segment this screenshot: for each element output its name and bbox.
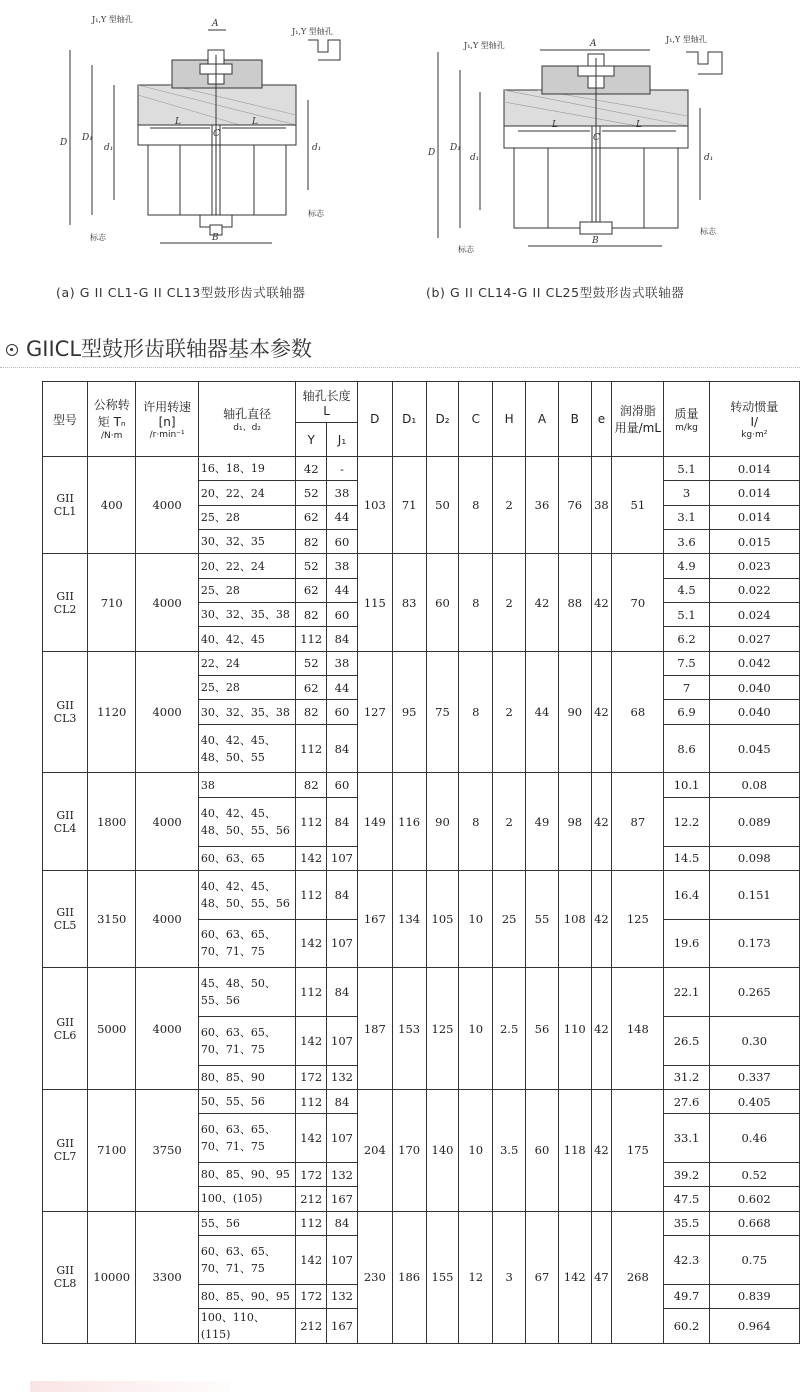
diameter-cell: 38 [198, 773, 295, 797]
mass-cell: 39.2 [664, 1162, 709, 1186]
B-cell: 142 [558, 1211, 591, 1343]
j1-length-cell: 84 [327, 797, 358, 846]
y-length-cell: 142 [296, 919, 327, 968]
y-length-cell: 112 [296, 627, 327, 651]
mark-label-left: 标志 [90, 233, 106, 242]
figure-caption-left: (a) G II CL1-G II CL13型鼓形齿式联轴器 [56, 285, 306, 300]
j1-length-cell: 132 [327, 1284, 358, 1308]
inertia-cell: 0.46 [709, 1114, 799, 1163]
y-length-cell: 82 [296, 603, 327, 627]
j1-length-cell: 107 [327, 1016, 358, 1065]
D2-cell: 125 [426, 968, 459, 1090]
torque-cell: 1800 [88, 773, 136, 870]
y-length-cell: 82 [296, 773, 327, 797]
table-row [43, 773, 800, 797]
j1-length-cell: 107 [327, 919, 358, 968]
inertia-cell: 0.042 [709, 651, 799, 675]
dim-label-d1-left: d₁ [104, 143, 114, 153]
torque-cell: 10000 [88, 1211, 136, 1343]
table-row [43, 1089, 800, 1113]
mass-cell: 8.6 [664, 724, 709, 773]
A-cell: 67 [526, 1211, 559, 1343]
diameter-cell: 25、28 [198, 578, 295, 602]
H-cell: 2 [493, 457, 526, 554]
diameter-cell: 60、63、65、70、71、75 [198, 1016, 295, 1065]
B-cell: 110 [558, 968, 591, 1090]
j1-length-cell: 44 [327, 578, 358, 602]
B-cell: 90 [558, 651, 591, 773]
B-cell: 108 [558, 870, 591, 967]
speed-cell: 4000 [136, 773, 199, 870]
D2-cell: 60 [426, 554, 459, 651]
header-D2: D₂ [426, 382, 459, 457]
y-length-cell: 212 [296, 1309, 327, 1344]
j1-length-cell: 107 [327, 1236, 358, 1285]
grease-cell: 175 [612, 1089, 664, 1211]
grease-cell: 125 [612, 870, 664, 967]
diameter-cell: 30、32、35、38 [198, 603, 295, 627]
header-torque: 公称转 矩 Tₙ /N·m [88, 382, 136, 457]
inertia-cell: 0.024 [709, 603, 799, 627]
mass-cell: 12.2 [664, 797, 709, 846]
diameter-cell: 80、85、90、95 [198, 1162, 295, 1186]
table-row [43, 651, 800, 675]
D1-cell: 83 [392, 554, 426, 651]
y-length-cell: 52 [296, 481, 327, 505]
y-length-cell: 212 [296, 1187, 327, 1211]
y-length-cell: 62 [296, 578, 327, 602]
mass-cell: 19.6 [664, 919, 709, 968]
header-D: D [357, 382, 392, 457]
inertia-cell: 0.014 [709, 505, 799, 529]
j1-length-cell: 132 [327, 1162, 358, 1186]
header-A: A [526, 382, 559, 457]
j1-length-cell: 84 [327, 870, 358, 919]
speed-cell: 4000 [136, 457, 199, 554]
y-length-cell: 62 [296, 676, 327, 700]
D2-cell: 75 [426, 651, 459, 773]
header-length: 轴孔长度 L [296, 382, 358, 423]
hole-label-left: J₁,Y 型轴孔 [92, 15, 133, 24]
dim-label-d1-left: d₁ [470, 153, 480, 163]
H-cell: 3.5 [493, 1089, 526, 1211]
j1-length-cell: - [327, 457, 358, 481]
model-cell: GII CL5 [43, 870, 88, 967]
H-cell: 2 [493, 554, 526, 651]
j1-length-cell: 60 [327, 700, 358, 724]
A-cell: 49 [526, 773, 559, 870]
dim-label-d1-right: d₁ [312, 143, 322, 153]
H-cell: 2.5 [493, 968, 526, 1090]
dim-label-d1-right: d₁ [704, 153, 714, 163]
dim-label-B: B [212, 233, 219, 243]
j1-length-cell: 84 [327, 1211, 358, 1235]
dim-label-D: D [60, 138, 68, 148]
y-length-cell: 42 [296, 457, 327, 481]
C-cell: 8 [459, 457, 493, 554]
diameter-cell: 60、63、65、70、71、75 [198, 919, 295, 968]
H-cell: 3 [493, 1211, 526, 1343]
mass-cell: 26.5 [664, 1016, 709, 1065]
C-cell: 10 [459, 870, 493, 967]
inertia-cell: 0.045 [709, 724, 799, 773]
mass-cell: 10.1 [664, 773, 709, 797]
H-cell: 2 [493, 773, 526, 870]
D2-cell: 155 [426, 1211, 459, 1343]
C-cell: 8 [459, 554, 493, 651]
D-cell: 167 [357, 870, 392, 967]
torque-cell: 400 [88, 457, 136, 554]
D1-cell: 170 [392, 1089, 426, 1211]
inertia-cell: 0.08 [709, 773, 799, 797]
D2-cell: 90 [426, 773, 459, 870]
D-cell: 149 [357, 773, 392, 870]
mass-cell: 3.6 [664, 530, 709, 554]
dim-label-L-left: L [175, 117, 181, 127]
torque-cell: 7100 [88, 1089, 136, 1211]
j1-length-cell: 167 [327, 1187, 358, 1211]
model-cell: GII CL1 [43, 457, 88, 554]
D1-cell: 95 [392, 651, 426, 773]
e-cell: 42 [591, 773, 612, 870]
mass-cell: 7.5 [664, 651, 709, 675]
speed-cell: 3750 [136, 1089, 199, 1211]
mass-cell: 33.1 [664, 1114, 709, 1163]
dim-label-C: C [593, 133, 600, 143]
dim-label-D1: D₁ [82, 133, 93, 143]
table-row [43, 968, 800, 1017]
header-y: Y [296, 423, 327, 457]
footer-watermark [30, 1381, 230, 1392]
B-cell: 88 [558, 554, 591, 651]
y-length-cell: 112 [296, 968, 327, 1017]
diameter-cell: 40、42、45、48、50、55、56 [198, 870, 295, 919]
hole-label-left: J₁,Y 型轴孔 [464, 41, 505, 50]
drawings-area [0, 0, 800, 318]
diameter-cell: 20、22、24 [198, 481, 295, 505]
diameter-cell: 40、42、45、48、50、55、56 [198, 797, 295, 846]
header-model: 型号 [43, 382, 88, 457]
y-length-cell: 142 [296, 1114, 327, 1163]
header-B: B [558, 382, 591, 457]
inertia-cell: 0.022 [709, 578, 799, 602]
grease-cell: 268 [612, 1211, 664, 1343]
D-cell: 204 [357, 1089, 392, 1211]
y-length-cell: 52 [296, 651, 327, 675]
diameter-cell: 55、56 [198, 1211, 295, 1235]
model-cell: GII CL7 [43, 1089, 88, 1211]
y-length-cell: 82 [296, 700, 327, 724]
diameter-cell: 60、63、65、70、71、75 [198, 1236, 295, 1285]
j1-length-cell: 107 [327, 846, 358, 870]
j1-length-cell: 84 [327, 968, 358, 1017]
diameter-cell: 30、32、35 [198, 530, 295, 554]
section-title-text: GIICL型鼓形齿联轴器基本参数 [26, 337, 313, 361]
hole-label-right: J₁,Y 型轴孔 [666, 35, 707, 44]
section-title [6, 333, 312, 363]
diameter-cell: 60、63、65、70、71、75 [198, 1114, 295, 1163]
mass-cell: 22.1 [664, 968, 709, 1017]
parameter-table [42, 381, 800, 1344]
j1-length-cell: 38 [327, 651, 358, 675]
grease-cell: 87 [612, 773, 664, 870]
e-cell: 47 [591, 1211, 612, 1343]
inertia-cell: 0.52 [709, 1162, 799, 1186]
header-grease: 润滑脂 用量/mL [612, 382, 664, 457]
y-length-cell: 82 [296, 530, 327, 554]
header-C: C [459, 382, 493, 457]
speed-cell: 3300 [136, 1211, 199, 1343]
diameter-cell: 16、18、19 [198, 457, 295, 481]
inertia-cell: 0.405 [709, 1089, 799, 1113]
y-length-cell: 62 [296, 505, 327, 529]
speed-cell: 4000 [136, 651, 199, 773]
coupling-drawing-right [418, 0, 758, 270]
torque-cell: 1120 [88, 651, 136, 773]
header-speed: 许用转速 [n] /r·min⁻¹ [136, 382, 199, 457]
dim-label-D1: D₁ [450, 143, 461, 153]
torque-cell: 5000 [88, 968, 136, 1090]
y-length-cell: 142 [296, 1016, 327, 1065]
dim-label-a: A [212, 19, 219, 29]
D-cell: 187 [357, 968, 392, 1090]
diameter-cell: 50、55、56 [198, 1089, 295, 1113]
dim-label-L-right: L [252, 117, 258, 127]
mass-cell: 27.6 [664, 1089, 709, 1113]
y-length-cell: 112 [296, 1089, 327, 1113]
D-cell: 230 [357, 1211, 392, 1343]
A-cell: 56 [526, 968, 559, 1090]
inertia-cell: 0.173 [709, 919, 799, 968]
inertia-cell: 0.023 [709, 554, 799, 578]
y-length-cell: 112 [296, 870, 327, 919]
inertia-cell: 0.015 [709, 530, 799, 554]
header-D1: D₁ [392, 382, 426, 457]
C-cell: 10 [459, 968, 493, 1090]
inertia-cell: 0.337 [709, 1065, 799, 1089]
B-cell: 118 [558, 1089, 591, 1211]
dim-label-L-left: L [552, 120, 558, 130]
j1-length-cell: 84 [327, 1089, 358, 1113]
y-length-cell: 142 [296, 846, 327, 870]
header-H: H [493, 382, 526, 457]
inertia-cell: 0.668 [709, 1211, 799, 1235]
H-cell: 2 [493, 651, 526, 773]
mark-label-right: 标志 [308, 209, 324, 218]
diameter-cell: 30、32、35、38 [198, 700, 295, 724]
mark-label-right: 标志 [700, 227, 716, 236]
divider [0, 367, 800, 368]
table-row [43, 457, 800, 481]
y-length-cell: 112 [296, 797, 327, 846]
model-cell: GII CL3 [43, 651, 88, 773]
j1-length-cell: 44 [327, 505, 358, 529]
mass-cell: 6.2 [664, 627, 709, 651]
diameter-cell: 25、28 [198, 676, 295, 700]
j1-length-cell: 84 [327, 627, 358, 651]
D1-cell: 116 [392, 773, 426, 870]
B-cell: 76 [558, 457, 591, 554]
inertia-cell: 0.014 [709, 457, 799, 481]
y-length-cell: 172 [296, 1162, 327, 1186]
torque-cell: 3150 [88, 870, 136, 967]
bullet-icon [6, 344, 18, 356]
dim-label-L-right: L [636, 120, 642, 130]
mass-cell: 5.1 [664, 603, 709, 627]
inertia-cell: 0.75 [709, 1236, 799, 1285]
header-j1: J₁ [327, 423, 358, 457]
A-cell: 55 [526, 870, 559, 967]
diameter-cell: 45、48、50、55、56 [198, 968, 295, 1017]
inertia-cell: 0.040 [709, 676, 799, 700]
dim-label-B: B [592, 236, 599, 246]
model-cell: GII CL6 [43, 968, 88, 1090]
C-cell: 10 [459, 1089, 493, 1211]
header-e: e [591, 382, 612, 457]
mass-cell: 16.4 [664, 870, 709, 919]
diameter-cell: 40、42、45 [198, 627, 295, 651]
y-length-cell: 172 [296, 1065, 327, 1089]
D-cell: 115 [357, 554, 392, 651]
j1-length-cell: 84 [327, 724, 358, 773]
model-cell: GII CL8 [43, 1211, 88, 1343]
j1-length-cell: 44 [327, 676, 358, 700]
D1-cell: 134 [392, 870, 426, 967]
mass-cell: 5.1 [664, 457, 709, 481]
D2-cell: 105 [426, 870, 459, 967]
j1-length-cell: 38 [327, 554, 358, 578]
D2-cell: 50 [426, 457, 459, 554]
e-cell: 42 [591, 1089, 612, 1211]
D1-cell: 186 [392, 1211, 426, 1343]
mass-cell: 49.7 [664, 1284, 709, 1308]
table-row [43, 554, 800, 578]
A-cell: 60 [526, 1089, 559, 1211]
mass-cell: 14.5 [664, 846, 709, 870]
inertia-cell: 0.014 [709, 481, 799, 505]
grease-cell: 51 [612, 457, 664, 554]
H-cell: 25 [493, 870, 526, 967]
j1-length-cell: 60 [327, 773, 358, 797]
inertia-cell: 0.265 [709, 968, 799, 1017]
j1-length-cell: 132 [327, 1065, 358, 1089]
j1-length-cell: 60 [327, 603, 358, 627]
e-cell: 42 [591, 968, 612, 1090]
inertia-cell: 0.602 [709, 1187, 799, 1211]
inertia-cell: 0.027 [709, 627, 799, 651]
hole-label-right: J₁,Y 型轴孔 [292, 27, 333, 36]
C-cell: 12 [459, 1211, 493, 1343]
j1-length-cell: 167 [327, 1309, 358, 1344]
diameter-cell: 60、63、65 [198, 846, 295, 870]
header-diameter: 轴孔直径 d₁、d₂ [198, 382, 295, 457]
diameter-cell: 22、24 [198, 651, 295, 675]
dim-label-C: C [213, 129, 220, 139]
mass-cell: 7 [664, 676, 709, 700]
inertia-cell: 0.964 [709, 1309, 799, 1344]
header-mass: 质量 m/kg [664, 382, 709, 457]
e-cell: 38 [591, 457, 612, 554]
diameter-cell: 80、85、90 [198, 1065, 295, 1089]
y-length-cell: 112 [296, 1211, 327, 1235]
j1-length-cell: 38 [327, 481, 358, 505]
speed-cell: 4000 [136, 554, 199, 651]
grease-cell: 148 [612, 968, 664, 1090]
diameter-cell: 80、85、90、95 [198, 1284, 295, 1308]
y-length-cell: 52 [296, 554, 327, 578]
grease-cell: 70 [612, 554, 664, 651]
model-cell: GII CL2 [43, 554, 88, 651]
y-length-cell: 112 [296, 724, 327, 773]
C-cell: 8 [459, 651, 493, 773]
e-cell: 42 [591, 870, 612, 967]
inertia-cell: 0.089 [709, 797, 799, 846]
j1-length-cell: 107 [327, 1114, 358, 1163]
y-length-cell: 172 [296, 1284, 327, 1308]
C-cell: 8 [459, 773, 493, 870]
inertia-cell: 0.098 [709, 846, 799, 870]
e-cell: 42 [591, 554, 612, 651]
inertia-cell: 0.839 [709, 1284, 799, 1308]
D-cell: 103 [357, 457, 392, 554]
A-cell: 36 [526, 457, 559, 554]
speed-cell: 4000 [136, 968, 199, 1090]
B-cell: 98 [558, 773, 591, 870]
mass-cell: 42.3 [664, 1236, 709, 1285]
D2-cell: 140 [426, 1089, 459, 1211]
table-row [43, 870, 800, 919]
inertia-cell: 0.151 [709, 870, 799, 919]
table-row [43, 1211, 800, 1235]
j1-length-cell: 60 [327, 530, 358, 554]
grease-cell: 68 [612, 651, 664, 773]
mass-cell: 47.5 [664, 1187, 709, 1211]
dim-label-a: A [590, 39, 597, 49]
mass-cell: 6.9 [664, 700, 709, 724]
inertia-cell: 0.040 [709, 700, 799, 724]
torque-cell: 710 [88, 554, 136, 651]
D1-cell: 153 [392, 968, 426, 1090]
diameter-cell: 25、28 [198, 505, 295, 529]
A-cell: 44 [526, 651, 559, 773]
mass-cell: 31.2 [664, 1065, 709, 1089]
model-cell: GII CL4 [43, 773, 88, 870]
diameter-cell: 40、42、45、48、50、55 [198, 724, 295, 773]
D-cell: 127 [357, 651, 392, 773]
diameter-cell: 100、110、(115) [198, 1309, 295, 1344]
diameter-cell: 20、22、24 [198, 554, 295, 578]
mass-cell: 3.1 [664, 505, 709, 529]
mass-cell: 3 [664, 481, 709, 505]
dim-label-D: D [428, 148, 436, 158]
mark-label-left: 标志 [458, 245, 474, 254]
mass-cell: 4.5 [664, 578, 709, 602]
y-length-cell: 142 [296, 1236, 327, 1285]
figure-caption-right: (b) G II CL14-G II CL25型鼓形齿式联轴器 [426, 285, 685, 300]
e-cell: 42 [591, 651, 612, 773]
speed-cell: 4000 [136, 870, 199, 967]
mass-cell: 4.9 [664, 554, 709, 578]
A-cell: 42 [526, 554, 559, 651]
diameter-cell: 100、(105) [198, 1187, 295, 1211]
D1-cell: 71 [392, 457, 426, 554]
mass-cell: 35.5 [664, 1211, 709, 1235]
inertia-cell: 0.30 [709, 1016, 799, 1065]
coupling-drawing-left [40, 0, 380, 270]
mass-cell: 60.2 [664, 1309, 709, 1344]
header-inertia: 转动惯量 I/ kg·m² [709, 382, 799, 457]
